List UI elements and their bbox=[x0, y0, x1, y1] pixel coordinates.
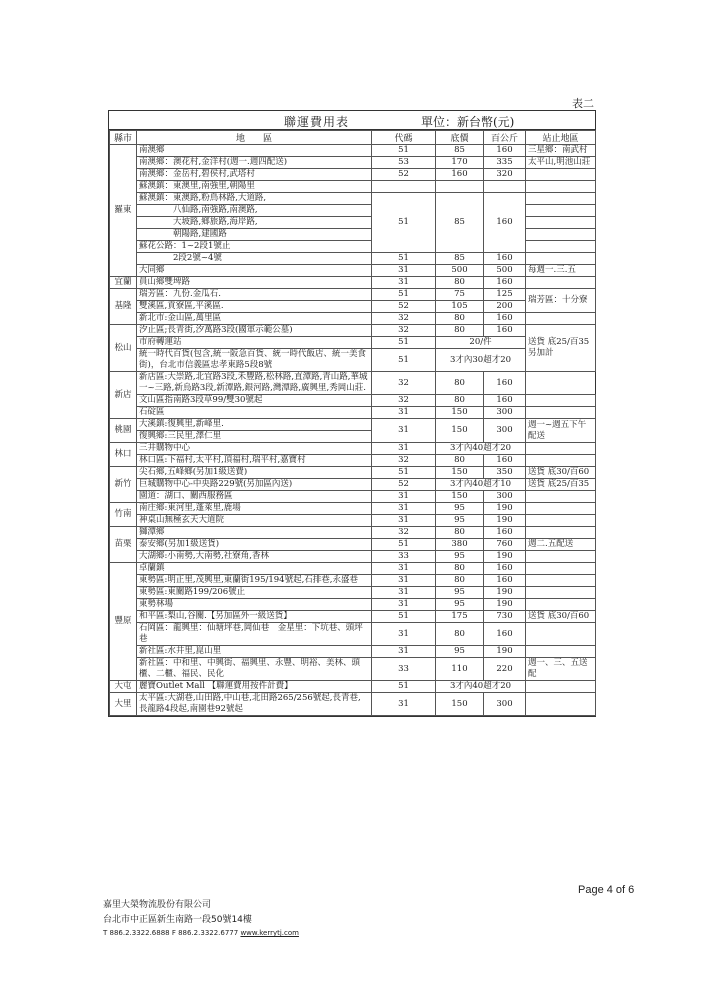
code-cell: 31 bbox=[372, 693, 436, 716]
table-row bbox=[110, 479, 596, 491]
note-cell bbox=[526, 253, 596, 265]
code-cell: 32 bbox=[372, 527, 436, 539]
per100kg-cell: 160 bbox=[484, 277, 526, 289]
per100kg-cell: 125 bbox=[484, 289, 526, 301]
table-body bbox=[110, 145, 596, 716]
note-cell bbox=[526, 313, 596, 325]
freight-table-sheet bbox=[108, 110, 596, 717]
note-cell: 三星鄉：南武村 bbox=[526, 145, 596, 157]
note-cell: 週一、三、五送配 bbox=[526, 658, 596, 681]
base-price-cell: 80 bbox=[436, 277, 484, 289]
region-cell: 2段2號~4號 bbox=[137, 253, 372, 265]
note-cell: 週一~週五下午配送 bbox=[526, 419, 596, 443]
note-cell: 週二.五配送 bbox=[526, 539, 596, 551]
table-row bbox=[110, 407, 596, 419]
region-cell: 瑞芳區：九份.金瓜石. bbox=[137, 289, 372, 301]
region-cell: 南庄鄉:東河里,蓬萊里,鹿場 bbox=[137, 503, 372, 515]
base-price-cell: 150 bbox=[436, 491, 484, 503]
table-row bbox=[110, 157, 596, 169]
header-code: 代碼 bbox=[372, 131, 436, 145]
price-merged-cell: 3才內40超才20 bbox=[436, 443, 526, 455]
per100kg-cell: 335 bbox=[484, 157, 526, 169]
note-cell bbox=[526, 229, 596, 241]
table-row bbox=[110, 587, 596, 599]
note-cell bbox=[526, 587, 596, 599]
region-cell: 東勢區:明正里,茂興里,東蘭街195/194號起,石排巷,永盛巷 bbox=[137, 575, 372, 587]
note-cell bbox=[526, 193, 596, 205]
region-cell: 和平區:梨山,谷關.【另加區外一級送貨】 bbox=[137, 611, 372, 623]
header-county: 縣市 bbox=[110, 131, 137, 145]
code-cell: 31 bbox=[372, 503, 436, 515]
county-cell: 羅東 bbox=[110, 145, 137, 277]
base-price-cell: 95 bbox=[436, 587, 484, 599]
region-cell: 尖石鄉,五峰鄉(另加1級送費) bbox=[137, 467, 372, 479]
county-cell: 新店 bbox=[110, 372, 137, 419]
base-price-cell: 500 bbox=[436, 265, 484, 277]
code-cell: 52 bbox=[372, 169, 436, 181]
region-cell: 園道：湖口、關西服務區 bbox=[137, 491, 372, 503]
code-cell: 51 bbox=[372, 349, 436, 372]
region-cell: 蘇澳鎮：東澳路,粉鳥林路,大道路, bbox=[137, 193, 372, 205]
header-region: 地 區 bbox=[137, 131, 372, 145]
per100kg-cell: 300 bbox=[484, 407, 526, 419]
note-cell bbox=[526, 563, 596, 575]
county-cell: 松山 bbox=[110, 325, 137, 372]
note-cell bbox=[526, 407, 596, 419]
table-row bbox=[110, 301, 596, 313]
per100kg-cell: 320 bbox=[484, 169, 526, 181]
region-cell: 太平區:大湖巷,山田路,中山巷,北田路265/256號起,長青巷,長龍路4段起,南園巷92號起 bbox=[137, 693, 372, 716]
per100kg-cell: 500 bbox=[484, 265, 526, 277]
note-cell bbox=[526, 241, 596, 253]
table-row bbox=[110, 313, 596, 325]
base-price-cell: 80 bbox=[436, 575, 484, 587]
table-row bbox=[110, 349, 596, 372]
code-cell: 51 bbox=[372, 337, 436, 349]
code-cell: 31 bbox=[372, 587, 436, 599]
note-cell: 瑞芳區：十分寮 bbox=[526, 289, 596, 313]
per100kg-cell: 160 bbox=[484, 372, 526, 395]
per100kg-cell: 300 bbox=[484, 693, 526, 716]
base-price-cell: 380 bbox=[436, 539, 484, 551]
table-row bbox=[110, 503, 596, 515]
region-cell: 蘇花公路：1~2段1號止 bbox=[137, 241, 372, 253]
table-row bbox=[110, 623, 596, 646]
footer-url-link[interactable]: www.kerrytj.com bbox=[240, 929, 299, 937]
per100kg-cell: 190 bbox=[484, 587, 526, 599]
freight-table bbox=[109, 130, 596, 716]
code-cell: 32 bbox=[372, 325, 436, 337]
code-cell: 53 bbox=[372, 157, 436, 169]
base-price-cell: 160 bbox=[436, 169, 484, 181]
table-row bbox=[110, 693, 596, 716]
county-cell: 林口 bbox=[110, 443, 137, 467]
note-cell bbox=[526, 503, 596, 515]
region-cell: 南澳鄉 bbox=[137, 145, 372, 157]
note-cell bbox=[526, 646, 596, 658]
base-price-cell: 80 bbox=[436, 527, 484, 539]
note-cell: 送貨 底25/百35 bbox=[526, 479, 596, 491]
per100kg-cell: 300 bbox=[484, 419, 526, 443]
base-price-cell: 105 bbox=[436, 301, 484, 313]
note-cell bbox=[526, 681, 596, 693]
per100kg-cell bbox=[484, 181, 526, 193]
county-cell: 豐原 bbox=[110, 563, 137, 681]
per100kg-cell: 190 bbox=[484, 646, 526, 658]
footer-company: 嘉里大榮物流股份有限公司 bbox=[103, 900, 212, 910]
price-merged-cell: 3才內30超才20 bbox=[436, 349, 526, 372]
base-price-cell: 80 bbox=[436, 455, 484, 467]
base-price-cell: 80 bbox=[436, 313, 484, 325]
base-price-cell: 95 bbox=[436, 646, 484, 658]
note-cell: 太平山,明池山莊 bbox=[526, 157, 596, 169]
code-cell bbox=[372, 181, 436, 193]
table-header-row bbox=[110, 131, 596, 145]
per100kg-cell: 160 bbox=[484, 145, 526, 157]
table-row bbox=[110, 551, 596, 563]
table-row bbox=[110, 658, 596, 681]
code-cell: 31 bbox=[372, 407, 436, 419]
region-cell: 南澳鄉：澳花村,金洋村(週一.週四配送) bbox=[137, 157, 372, 169]
code-cell: 51 bbox=[372, 193, 436, 253]
base-price-cell: 80 bbox=[436, 395, 484, 407]
table-title-row bbox=[109, 111, 595, 130]
code-cell: 31 bbox=[372, 563, 436, 575]
code-cell: 31 bbox=[372, 599, 436, 611]
base-price-cell: 80 bbox=[436, 563, 484, 575]
note-cell bbox=[526, 527, 596, 539]
per100kg-cell: 160 bbox=[484, 325, 526, 337]
code-cell: 51 bbox=[372, 467, 436, 479]
table-row bbox=[110, 443, 596, 455]
table-row bbox=[110, 491, 596, 503]
per100kg-cell: 350 bbox=[484, 467, 526, 479]
base-price-cell: 80 bbox=[436, 325, 484, 337]
region-cell: 員山鄉雙埤路 bbox=[137, 277, 372, 289]
code-cell: 32 bbox=[372, 372, 436, 395]
note-cell bbox=[526, 217, 596, 229]
region-cell: 獅潭鄉 bbox=[137, 527, 372, 539]
code-cell: 51 bbox=[372, 611, 436, 623]
code-cell: 31 bbox=[372, 515, 436, 527]
region-cell: 林口區:下福村,太平村,頂福村,瑞平村,嘉寶村 bbox=[137, 455, 372, 467]
table-row bbox=[110, 395, 596, 407]
region-cell: 巨城購物中心-中央路229號(另加區內送) bbox=[137, 479, 372, 491]
region-cell: 汐止區;長青街,汐萬路3段(國軍示範公墓) bbox=[137, 325, 372, 337]
price-merged-cell: 3才內40超才20 bbox=[436, 681, 526, 693]
region-cell: 大湖鄉:小南勢,大南勢,社寮角,香林 bbox=[137, 551, 372, 563]
per100kg-cell: 160 bbox=[484, 575, 526, 587]
per100kg-cell: 160 bbox=[484, 455, 526, 467]
note-cell bbox=[526, 395, 596, 407]
note-cell: 每週一.三.五 bbox=[526, 265, 596, 277]
region-cell: 東勢區:東關路199/206號止 bbox=[137, 587, 372, 599]
price-merged-cell: 3才內40超才10 bbox=[436, 479, 526, 491]
code-cell: 33 bbox=[372, 551, 436, 563]
table-row bbox=[110, 325, 596, 337]
base-price-cell: 95 bbox=[436, 503, 484, 515]
table-row bbox=[110, 372, 596, 395]
code-cell: 33 bbox=[372, 658, 436, 681]
region-cell: 朝陽路,建國路 bbox=[137, 229, 372, 241]
table-row bbox=[110, 181, 596, 193]
table-row bbox=[110, 515, 596, 527]
region-cell: 石碇區 bbox=[137, 407, 372, 419]
page-number: Page 4 of 6 bbox=[578, 884, 635, 896]
region-cell: 八仙路,南強路,南澳路, bbox=[137, 205, 372, 217]
region-cell: 新店區:大崇路,北宜路3段,禾豐路,松林路,直潭路,青山路,華城一~三路,新烏路3段,新潭路,銀河路,灣潭路,廣興里,秀岡山莊. bbox=[137, 372, 372, 395]
base-price-cell: 110 bbox=[436, 658, 484, 681]
code-cell: 52 bbox=[372, 479, 436, 491]
code-cell: 51 bbox=[372, 681, 436, 693]
per100kg-cell: 760 bbox=[484, 539, 526, 551]
table-row bbox=[110, 563, 596, 575]
base-price-cell: 85 bbox=[436, 253, 484, 265]
region-cell: 神桌山無極玄天大道院 bbox=[137, 515, 372, 527]
code-cell: 51 bbox=[372, 539, 436, 551]
code-cell: 51 bbox=[372, 289, 436, 301]
note-cell bbox=[526, 575, 596, 587]
per100kg-cell: 220 bbox=[484, 658, 526, 681]
note-cell bbox=[526, 169, 596, 181]
per100kg-cell: 160 bbox=[484, 563, 526, 575]
table-row bbox=[110, 599, 596, 611]
note-cell bbox=[526, 277, 596, 289]
base-price-cell: 95 bbox=[436, 551, 484, 563]
base-price-cell: 85 bbox=[436, 193, 484, 253]
price-merged-cell: 20/件 bbox=[436, 337, 526, 349]
code-cell: 31 bbox=[372, 575, 436, 587]
county-cell: 大里 bbox=[110, 693, 137, 716]
per100kg-cell: 160 bbox=[484, 313, 526, 325]
table-title: 聯運費用表 bbox=[284, 115, 350, 129]
region-cell: 文山區指南路3段草99/雙30號起 bbox=[137, 395, 372, 407]
region-cell: 市府轉運站 bbox=[137, 337, 372, 349]
table-row bbox=[110, 169, 596, 181]
per100kg-cell: 190 bbox=[484, 551, 526, 563]
note-cell: 送貨 底30/百60 bbox=[526, 467, 596, 479]
table-row bbox=[110, 419, 596, 431]
per100kg-cell: 160 bbox=[484, 527, 526, 539]
base-price-cell: 95 bbox=[436, 515, 484, 527]
base-price-cell: 80 bbox=[436, 372, 484, 395]
table-row bbox=[110, 527, 596, 539]
region-cell: 東勢林場 bbox=[137, 599, 372, 611]
table-row bbox=[110, 145, 596, 157]
base-price-cell: 95 bbox=[436, 599, 484, 611]
per100kg-cell: 200 bbox=[484, 301, 526, 313]
note-cell: 送貨 底30/百60 bbox=[526, 611, 596, 623]
note-cell bbox=[526, 551, 596, 563]
region-cell: 統一時代百貨(包含,統一阪急百貨、統一時代飯店、統一美食街)，台北市信義區忠孝東路5段8號 bbox=[137, 349, 372, 372]
county-cell: 竹南 bbox=[110, 503, 137, 527]
county-cell: 宜蘭 bbox=[110, 277, 137, 289]
region-cell: 復興鄉:三民里,澤仁里 bbox=[137, 431, 372, 443]
code-cell: 51 bbox=[372, 145, 436, 157]
table-row bbox=[110, 337, 596, 349]
per100kg-cell: 190 bbox=[484, 599, 526, 611]
base-price-cell: 75 bbox=[436, 289, 484, 301]
table-row bbox=[110, 646, 596, 658]
region-cell: 蘇澳鎮：東澳里,南強里,朝陽里 bbox=[137, 181, 372, 193]
county-cell: 大屯 bbox=[110, 681, 137, 693]
code-cell: 51 bbox=[372, 253, 436, 265]
region-cell: 新社區:水井里,崑山里 bbox=[137, 646, 372, 658]
region-cell: 新社區：中和里、中興街、福興里、永豐、明裕、美林、頭櫃、二櫃、福民、民化 bbox=[137, 658, 372, 681]
note-cell bbox=[526, 181, 596, 193]
base-price-cell bbox=[436, 181, 484, 193]
table-row bbox=[110, 467, 596, 479]
note-cell bbox=[526, 515, 596, 527]
note-cell bbox=[526, 491, 596, 503]
region-cell: 麗寶Outlet Mall 【聯運費用按件計費】 bbox=[137, 681, 372, 693]
per100kg-cell: 300 bbox=[484, 491, 526, 503]
header-base: 底價 bbox=[436, 131, 484, 145]
base-price-cell: 150 bbox=[436, 693, 484, 716]
code-cell: 31 bbox=[372, 623, 436, 646]
region-cell: 大溪鎮:復興里,新峰里. bbox=[137, 419, 372, 431]
note-cell bbox=[526, 443, 596, 455]
note-cell bbox=[526, 599, 596, 611]
table-row bbox=[110, 289, 596, 301]
region-cell: 卓蘭鎮 bbox=[137, 563, 372, 575]
code-cell: 32 bbox=[372, 313, 436, 325]
county-cell: 基隆 bbox=[110, 289, 137, 325]
table-row bbox=[110, 681, 596, 693]
note-cell bbox=[526, 205, 596, 217]
header-per100: 百公斤 bbox=[484, 131, 526, 145]
footer-phone: T 886.2.3322.6888 F 886.2.3322.6777 bbox=[103, 929, 239, 937]
base-price-cell: 175 bbox=[436, 611, 484, 623]
note-cell bbox=[526, 693, 596, 716]
per100kg-cell: 190 bbox=[484, 515, 526, 527]
region-cell: 南澳鄉：金岳村,碧侯村,武塔村 bbox=[137, 169, 372, 181]
region-cell: 大同鄉 bbox=[137, 265, 372, 277]
county-cell: 桃園 bbox=[110, 419, 137, 443]
base-price-cell: 170 bbox=[436, 157, 484, 169]
region-cell: 新北市:金山區,萬里區 bbox=[137, 313, 372, 325]
corner-label: 表二 bbox=[572, 97, 594, 110]
region-cell: 泰安鄉(另加1級送貨) bbox=[137, 539, 372, 551]
code-cell: 31 bbox=[372, 277, 436, 289]
per100kg-cell: 160 bbox=[484, 395, 526, 407]
code-cell: 31 bbox=[372, 491, 436, 503]
code-cell: 31 bbox=[372, 265, 436, 277]
table-row bbox=[110, 611, 596, 623]
region-cell: 石岡區：龍興里：仙塘坪巷,岡仙巷 金星里：下坑巷、頭坪巷 bbox=[137, 623, 372, 646]
code-cell: 31 bbox=[372, 419, 436, 443]
code-cell: 32 bbox=[372, 455, 436, 467]
region-cell: 三井購物中心 bbox=[137, 443, 372, 455]
per100kg-cell: 160 bbox=[484, 253, 526, 265]
header-note: 站止地區 bbox=[526, 131, 596, 145]
per100kg-cell: 160 bbox=[484, 193, 526, 253]
base-price-cell: 150 bbox=[436, 419, 484, 443]
table-row bbox=[110, 539, 596, 551]
footer-address: 台北市中正區新生南路一段50號14樓 bbox=[103, 915, 252, 925]
per100kg-cell: 730 bbox=[484, 611, 526, 623]
table-row bbox=[110, 265, 596, 277]
note-cell bbox=[526, 623, 596, 646]
table-unit: 單位：新台幣(元) bbox=[421, 115, 515, 129]
base-price-cell: 150 bbox=[436, 467, 484, 479]
base-price-cell: 80 bbox=[436, 623, 484, 646]
note-cell bbox=[526, 455, 596, 467]
code-cell: 52 bbox=[372, 301, 436, 313]
county-cell: 苗栗 bbox=[110, 527, 137, 563]
county-cell: 新竹 bbox=[110, 467, 137, 503]
table-row bbox=[110, 253, 596, 265]
region-cell: 大坡路,鄉旅路,海岸路, bbox=[137, 217, 372, 229]
footer-contact bbox=[103, 929, 299, 937]
code-cell: 31 bbox=[372, 443, 436, 455]
table-row bbox=[110, 193, 596, 205]
region-cell: 雙溪區,貢寮區,平溪區. bbox=[137, 301, 372, 313]
code-cell: 31 bbox=[372, 646, 436, 658]
table-row bbox=[110, 455, 596, 467]
code-cell: 32 bbox=[372, 395, 436, 407]
per100kg-cell: 190 bbox=[484, 503, 526, 515]
note-cell: 送貨 底25/百35另加計 bbox=[526, 325, 596, 372]
per100kg-cell: 160 bbox=[484, 623, 526, 646]
table-row bbox=[110, 277, 596, 289]
table-row bbox=[110, 575, 596, 587]
base-price-cell: 85 bbox=[436, 145, 484, 157]
base-price-cell: 150 bbox=[436, 407, 484, 419]
